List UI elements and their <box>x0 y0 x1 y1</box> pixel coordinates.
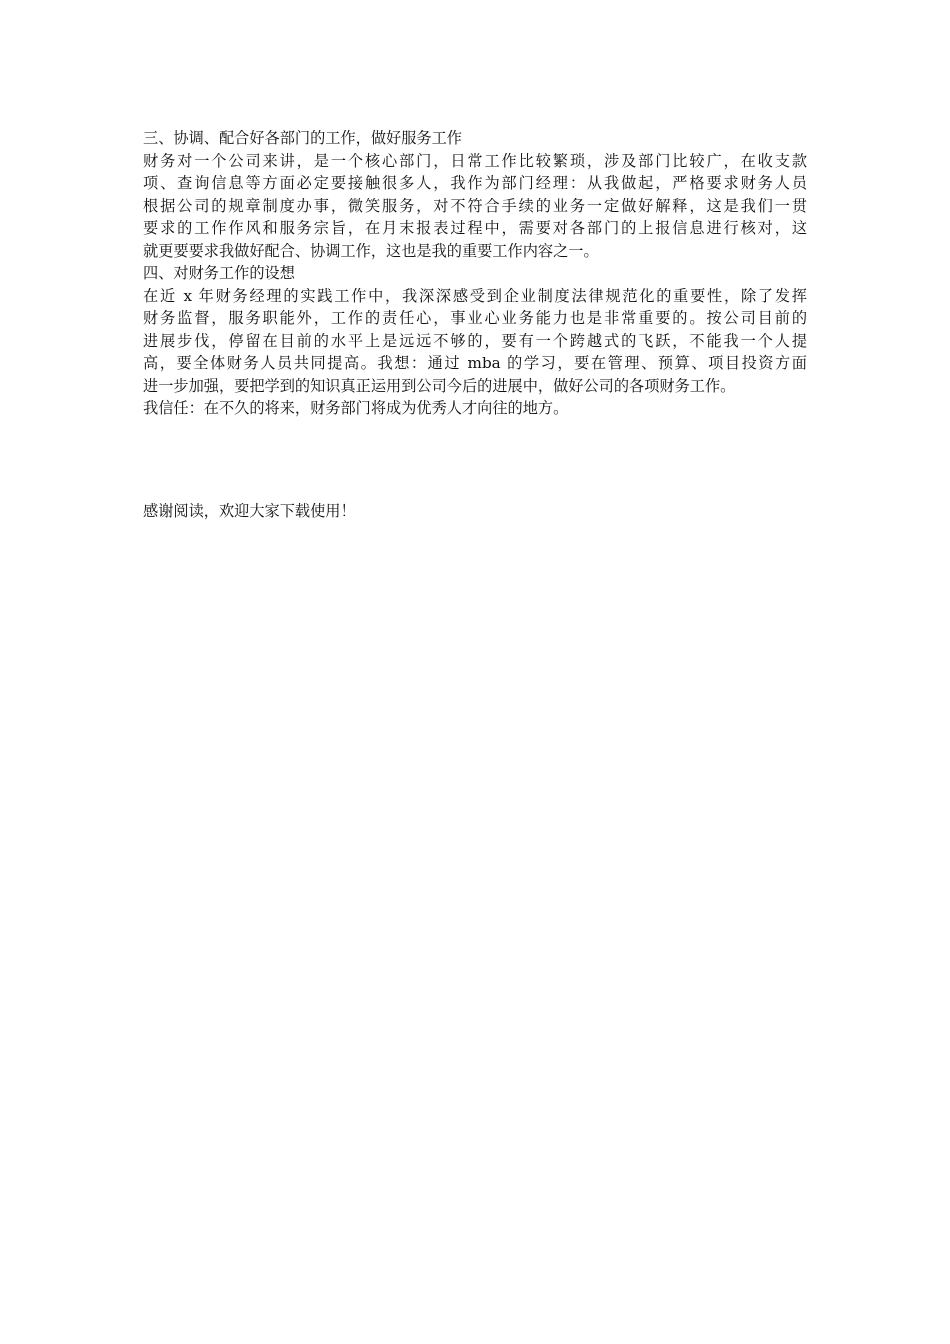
paragraph-line: 财务监督，服务职能外，工作的责任心，事业心业务能力也是非常重要的。按公司目前的 <box>143 309 807 327</box>
paragraph-line: 财务对一个公司来讲，是一个核心部门，日常工作比较繁琐，涉及部门比较广，在收支款 <box>143 151 807 170</box>
paragraph-line: 进一步加强，要把学到的知识真正运用到公司今后的进展中，做好公司的各项财务工作。 <box>143 376 736 395</box>
paragraph-line: 项、查询信息等方面必定要接触很多人，我作为部门经理：从我做起，严格要求财务人员 <box>143 174 807 192</box>
section-heading: 四、对财务工作的设想 <box>143 264 295 282</box>
closing-note: 感谢阅读，欢迎大家下载使用！ <box>143 502 356 520</box>
paragraph-line: 要求的工作作风和服务宗旨，在月末报表过程中，需要对各部门的上报信息进行核对，这 <box>143 219 807 237</box>
section-heading: 三、协调、配合好各部门的工作，做好服务工作 <box>143 129 462 147</box>
paragraph-line: 进展步伐，停留在目前的水平上是远远不够的，要有一个跨越式的飞跃，不能我一个人提 <box>143 331 807 350</box>
paragraph-line: 根据公司的规章制度办事，微笑服务，对不符合手续的业务一定做好解释，这是我们一贯 <box>143 196 807 215</box>
paragraph-line: 高，要全体财务人员共同提高。我想：通过 mba 的学习，要在管理、预算、项目投资方面 <box>143 354 807 372</box>
paragraph-line: 在近 x 年财务经理的实践工作中，我深深感受到企业制度法律规范化的重要性，除了发挥 <box>143 286 807 305</box>
paragraph-line: 我信任：在不久的将来，财务部门将成为优秀人才向往的地方。 <box>143 399 569 417</box>
paragraph-line: 就更要要求我做好配合、协调工作，这也是我的重要工作内容之一。 <box>143 241 599 260</box>
document-body <box>143 127 807 420</box>
